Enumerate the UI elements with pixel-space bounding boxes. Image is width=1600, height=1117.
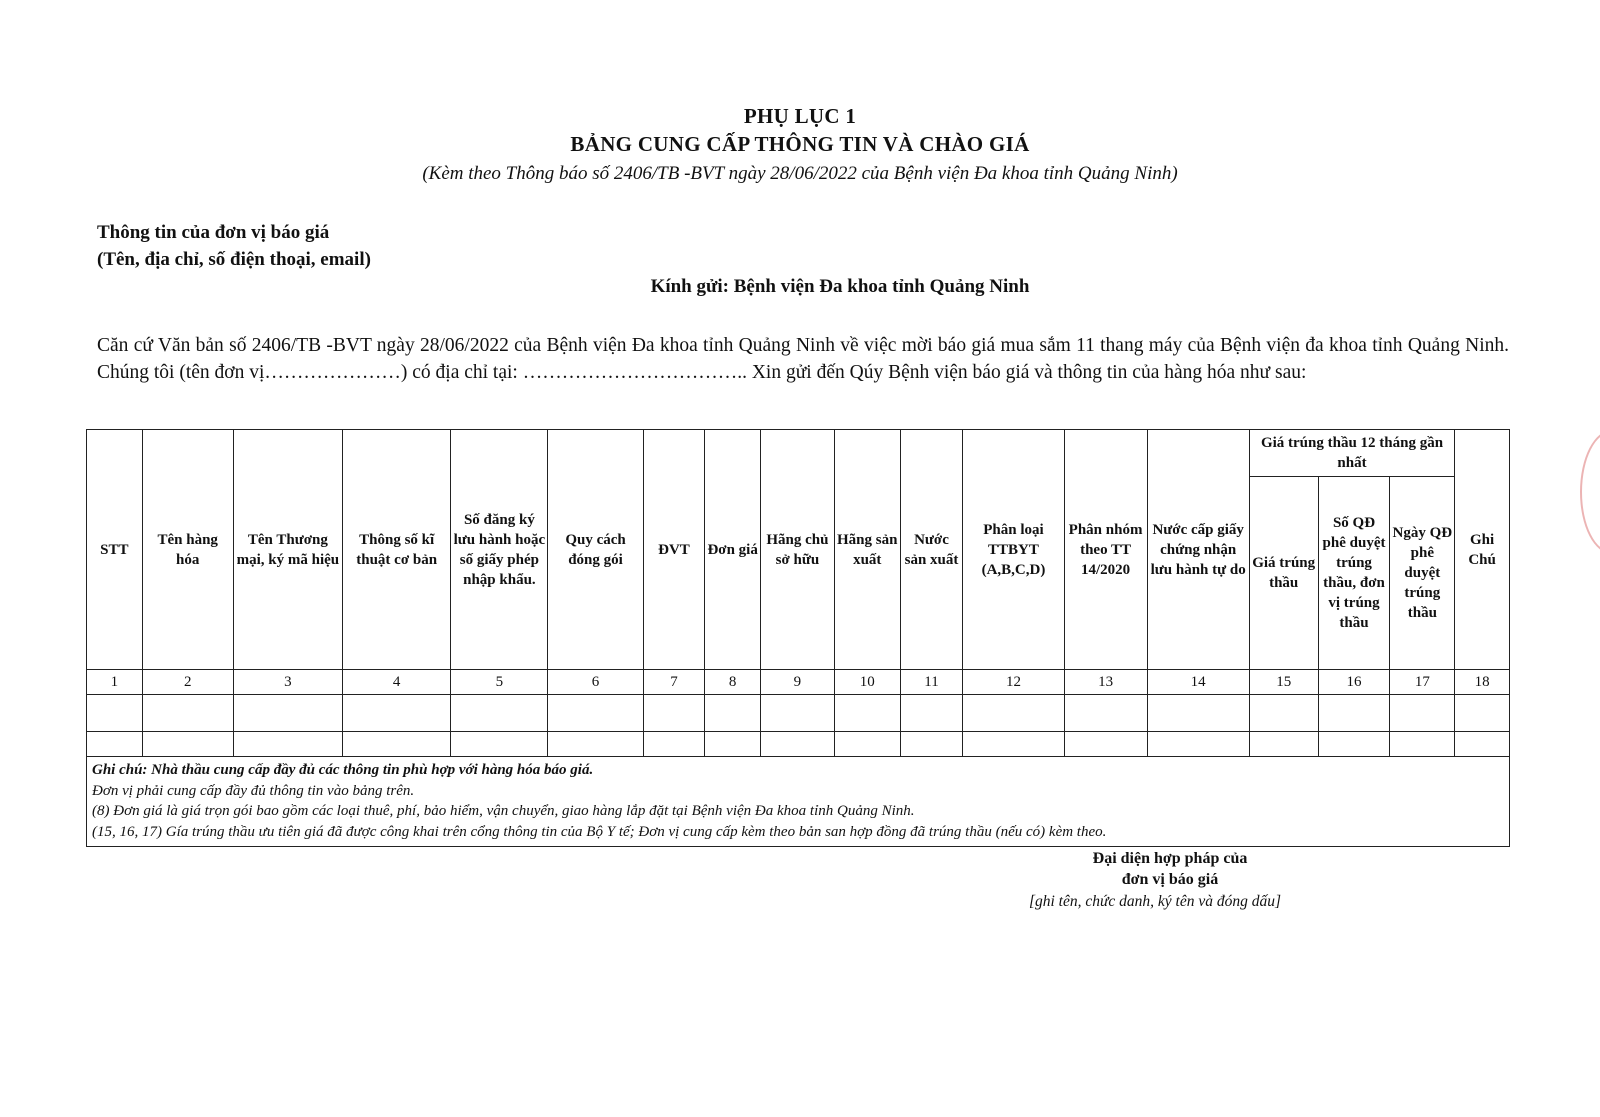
col-number: 16 [1318, 670, 1390, 695]
table-cell[interactable] [142, 695, 233, 732]
signature-instruction: [ghi tên, chức danh, ký tên và đóng dấu] [1028, 893, 1282, 910]
col-header: Hãng sản xuất [834, 430, 900, 670]
table-cell[interactable] [705, 732, 761, 757]
col-number: 15 [1249, 670, 1318, 695]
col-number: 4 [343, 670, 451, 695]
table-row [87, 695, 1510, 732]
col-number: 11 [900, 670, 963, 695]
table-header-row [87, 430, 1510, 477]
col-header: ĐVT [643, 430, 705, 670]
col-header: Ngày QĐ phê duyệt trúng thầu [1390, 477, 1455, 670]
red-stamp-edge [1580, 430, 1600, 554]
col-number: 12 [963, 670, 1064, 695]
table-cell[interactable] [834, 695, 900, 732]
col-number: 10 [834, 670, 900, 695]
table-cell[interactable] [1455, 695, 1510, 732]
table-cell[interactable] [1318, 695, 1390, 732]
note-line: (8) Đơn giá là giá trọn gói bao gồm các loại thuê, phí, bảo hiểm, vận chuyển, giao hàng lắp đặt tại Bệnh viện Đa khoa tỉnh Quảng Ninh. [92, 803, 915, 819]
col-header: Nước cấp giấy chứng nhận lưu hành tự do [1147, 430, 1249, 670]
intro-paragraph: Căn cứ Văn bản số 2406/TB -BVT ngày 28/06/2022 của Bệnh viện Đa khoa tỉnh Quảng Ninh về việc mời báo giá mua sắm 11 thang máy của Bệnh viện đa khoa tỉnh Quảng Ninh. Chúng tôi (tên đơn vị…………………) có địa chỉ tại: …………………………….. Xin gửi đến Qúy Bệnh viện báo giá và thông tin của hàng hóa như sau: [97, 335, 1509, 383]
table-cell[interactable] [643, 732, 705, 757]
note-line: (15, 16, 17) Gía trúng thầu ưu tiên giá đã được công khai trên cổng thông tin của Bộ Y tế; Đơn vị cung cấp kèm theo bản san hợp đồng đã trúng thầu (nếu có) kèm theo. [92, 823, 1107, 840]
quotation-table [86, 429, 1510, 757]
col-header: Phân nhóm theo TT 14/2020 [1064, 430, 1147, 670]
appendix-title: PHỤ LỤC 1 [743, 104, 857, 128]
sender-info-heading: Thông tin của đơn vị báo giá [97, 222, 330, 243]
table-cell[interactable] [1147, 732, 1249, 757]
col-number: 3 [233, 670, 342, 695]
table-cell[interactable] [760, 732, 834, 757]
table-cell[interactable] [1147, 695, 1249, 732]
col-header: Nước sản xuất [900, 430, 963, 670]
col-header: Phân loại TTBYT (A,B,C,D) [963, 430, 1064, 670]
col-number: 6 [548, 670, 643, 695]
table-cell[interactable] [1455, 732, 1510, 757]
column-number-row [87, 670, 1510, 695]
col-number: 1 [87, 670, 143, 695]
note-main: Ghi chú: Nhà thầu cung cấp đầy đủ các thông tin phù hợp với hàng hóa báo giá. [92, 762, 594, 778]
col-number: 14 [1147, 670, 1249, 695]
group-header: Giá trúng thầu 12 tháng gần nhất [1249, 430, 1454, 477]
col-number: 7 [643, 670, 705, 695]
table-cell[interactable] [1249, 732, 1318, 757]
table-cell[interactable] [1318, 732, 1390, 757]
form-title: BẢNG CUNG CẤP THÔNG TIN VÀ CHÀO GIÁ [570, 132, 1030, 156]
col-header: Giá trúng thầu [1249, 477, 1318, 670]
table-cell[interactable] [142, 732, 233, 757]
col-header: Quy cách đóng gói [548, 430, 643, 670]
table-cell[interactable] [233, 732, 342, 757]
col-number: 13 [1064, 670, 1147, 695]
table-cell[interactable] [87, 732, 143, 757]
col-number: 2 [142, 670, 233, 695]
col-number: 17 [1390, 670, 1455, 695]
greeting: Kính gửi: Bệnh viện Đa khoa tỉnh Quảng Ninh [650, 276, 1030, 297]
table-cell[interactable] [963, 732, 1064, 757]
table-cell[interactable] [1064, 732, 1147, 757]
note-line: Đơn vị phải cung cấp đầy đủ thông tin vào bảng trên. [92, 782, 415, 799]
table-row [87, 732, 1510, 757]
table-cell[interactable] [87, 695, 143, 732]
sender-info-hint: (Tên, địa chỉ, số điện thoại, email) [97, 249, 371, 270]
table-cell[interactable] [1249, 695, 1318, 732]
table-cell[interactable] [643, 695, 705, 732]
table-cell[interactable] [1390, 695, 1455, 732]
col-header: Số đăng ký lưu hành hoặc số giấy phép nhập khẩu. [451, 430, 548, 670]
table-cell[interactable] [451, 695, 548, 732]
table-cell[interactable] [900, 732, 963, 757]
notes-box [86, 757, 1510, 847]
table-cell[interactable] [233, 695, 342, 732]
table-cell[interactable] [705, 695, 761, 732]
col-header: Tên Thương mại, ký mã hiệu [233, 430, 342, 670]
table-cell[interactable] [343, 732, 451, 757]
table-cell[interactable] [834, 732, 900, 757]
table-cell[interactable] [548, 732, 643, 757]
table-cell[interactable] [1064, 695, 1147, 732]
col-header: Thông số kĩ thuật cơ bản [343, 430, 451, 670]
table-cell[interactable] [963, 695, 1064, 732]
col-header: Số QĐ phê duyệt trúng thầu, đơn vị trúng thầu [1318, 477, 1390, 670]
col-header: Đơn giá [705, 430, 761, 670]
col-header: Tên hàng hóa [142, 430, 233, 670]
col-header: Hãng chủ sở hữu [760, 430, 834, 670]
table-cell[interactable] [760, 695, 834, 732]
table-cell[interactable] [1390, 732, 1455, 757]
col-number: 18 [1455, 670, 1510, 695]
form-subtitle: (Kèm theo Thông báo số 2406/TB -BVT ngày 28/06/2022 của Bệnh viện Đa khoa tỉnh Quảng Ninh) [422, 163, 1178, 184]
col-header: Ghi Chú [1455, 430, 1510, 670]
col-number: 5 [451, 670, 548, 695]
col-number: 8 [705, 670, 761, 695]
signature-title: Đại diện hợp pháp của [1092, 850, 1248, 867]
table-cell[interactable] [548, 695, 643, 732]
table-cell[interactable] [900, 695, 963, 732]
signature-title-2: đơn vị báo giá [1121, 871, 1219, 888]
table-cell[interactable] [343, 695, 451, 732]
col-header: STT [87, 430, 143, 670]
table-cell[interactable] [451, 732, 548, 757]
col-number: 9 [760, 670, 834, 695]
